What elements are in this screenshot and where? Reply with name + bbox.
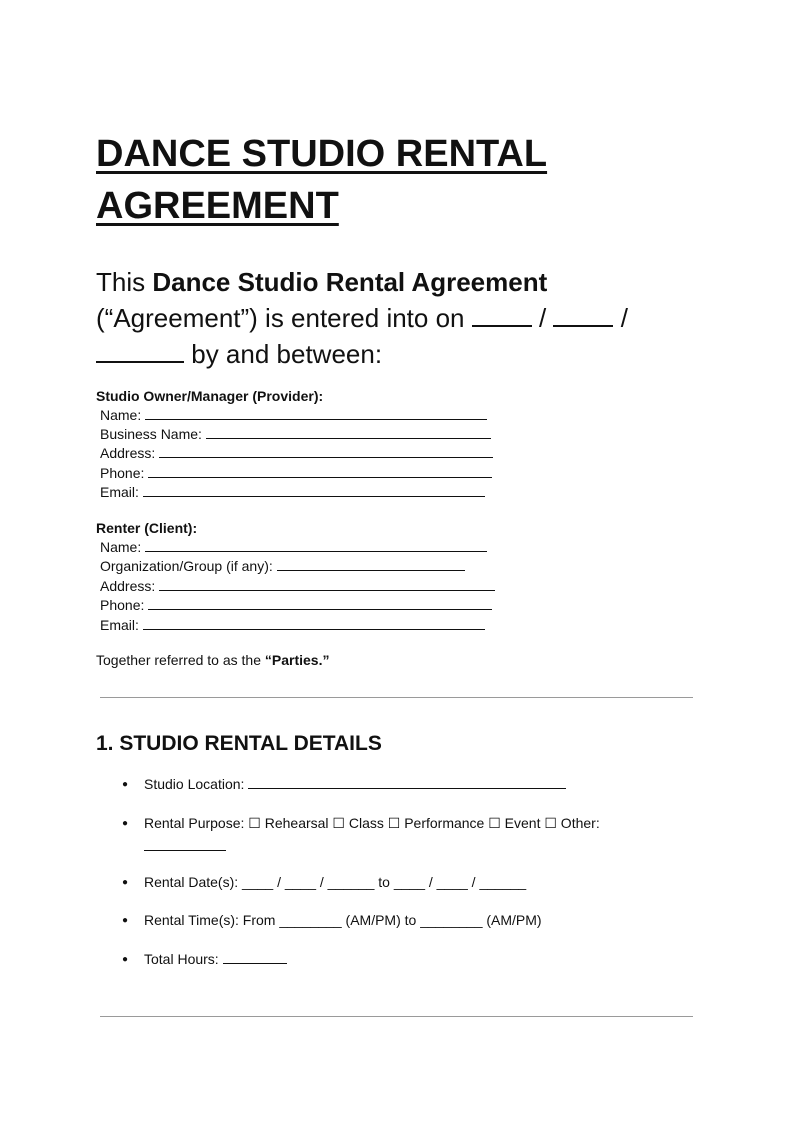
total-hours-line[interactable] — [223, 951, 287, 964]
renter-address-line[interactable] — [159, 578, 495, 591]
studio-location-line[interactable] — [248, 776, 566, 789]
provider-name-field[interactable]: Name: — [100, 407, 487, 423]
bullet-icon: ● — [122, 877, 129, 888]
renter-org-field[interactable]: Organization/Group (if any): — [100, 558, 465, 574]
renter-heading: Renter (Client): — [96, 520, 198, 536]
renter-phone-line[interactable] — [148, 597, 492, 610]
provider-business-field[interactable]: Business Name: — [100, 426, 491, 442]
provider-phone-field[interactable]: Phone: — [100, 465, 492, 481]
renter-name-field[interactable]: Name: — [100, 539, 487, 555]
date-day-blank[interactable] — [553, 305, 613, 327]
renter-name-line[interactable] — [145, 539, 487, 552]
parties-note: Together referred to as the “Parties.” — [96, 652, 330, 668]
rental-purpose-other-line[interactable] — [144, 838, 226, 854]
provider-address-line[interactable] — [159, 445, 493, 458]
rental-dates-field[interactable]: Rental Date(s): ____ / ____ / ______ to ____ / ____ / ______ — [144, 874, 527, 890]
bullet-icon: ● — [122, 954, 129, 965]
section-1-heading: 1. STUDIO RENTAL DETAILS — [96, 732, 382, 755]
date-year-blank[interactable] — [96, 341, 184, 363]
provider-email-field[interactable]: Email: — [100, 484, 485, 500]
provider-business-line[interactable] — [206, 426, 491, 439]
provider-phone-line[interactable] — [148, 465, 492, 478]
title-line-2: AGREEMENT — [96, 185, 339, 227]
total-hours-field[interactable]: Total Hours: — [144, 951, 287, 967]
renter-email-field[interactable]: Email: — [100, 617, 485, 633]
divider — [100, 1016, 693, 1017]
rental-purpose-field[interactable]: Rental Purpose: ☐ Rehearsal ☐ Class ☐ Performance ☐ Event ☐ Other: — [144, 815, 600, 831]
document-title — [96, 128, 547, 232]
renter-address-field[interactable]: Address: — [100, 578, 495, 594]
date-month-blank[interactable] — [472, 305, 532, 327]
bullet-icon: ● — [122, 779, 129, 790]
rental-times-field[interactable]: Rental Time(s): From ________ (AM/PM) to ________ (AM/PM) — [144, 912, 542, 928]
studio-location-field[interactable]: Studio Location: — [144, 776, 566, 792]
bullet-icon: ● — [122, 818, 129, 829]
divider — [100, 697, 693, 698]
provider-email-line[interactable] — [143, 484, 485, 497]
renter-org-line[interactable] — [277, 558, 465, 571]
bullet-icon: ● — [122, 915, 129, 926]
agreement-name: Dance Studio Rental Agreement — [152, 267, 548, 297]
provider-heading: Studio Owner/Manager (Provider): — [96, 388, 324, 404]
intro-paragraph: This Dance Studio Rental Agreement (“Agreement”) is entered into on / / by and between: — [96, 267, 628, 369]
provider-name-line[interactable] — [145, 407, 487, 420]
provider-address-field[interactable]: Address: — [100, 445, 493, 461]
title-line-1: DANCE STUDIO RENTAL — [96, 133, 548, 175]
renter-phone-field[interactable]: Phone: — [100, 597, 492, 613]
renter-email-line[interactable] — [143, 617, 485, 630]
